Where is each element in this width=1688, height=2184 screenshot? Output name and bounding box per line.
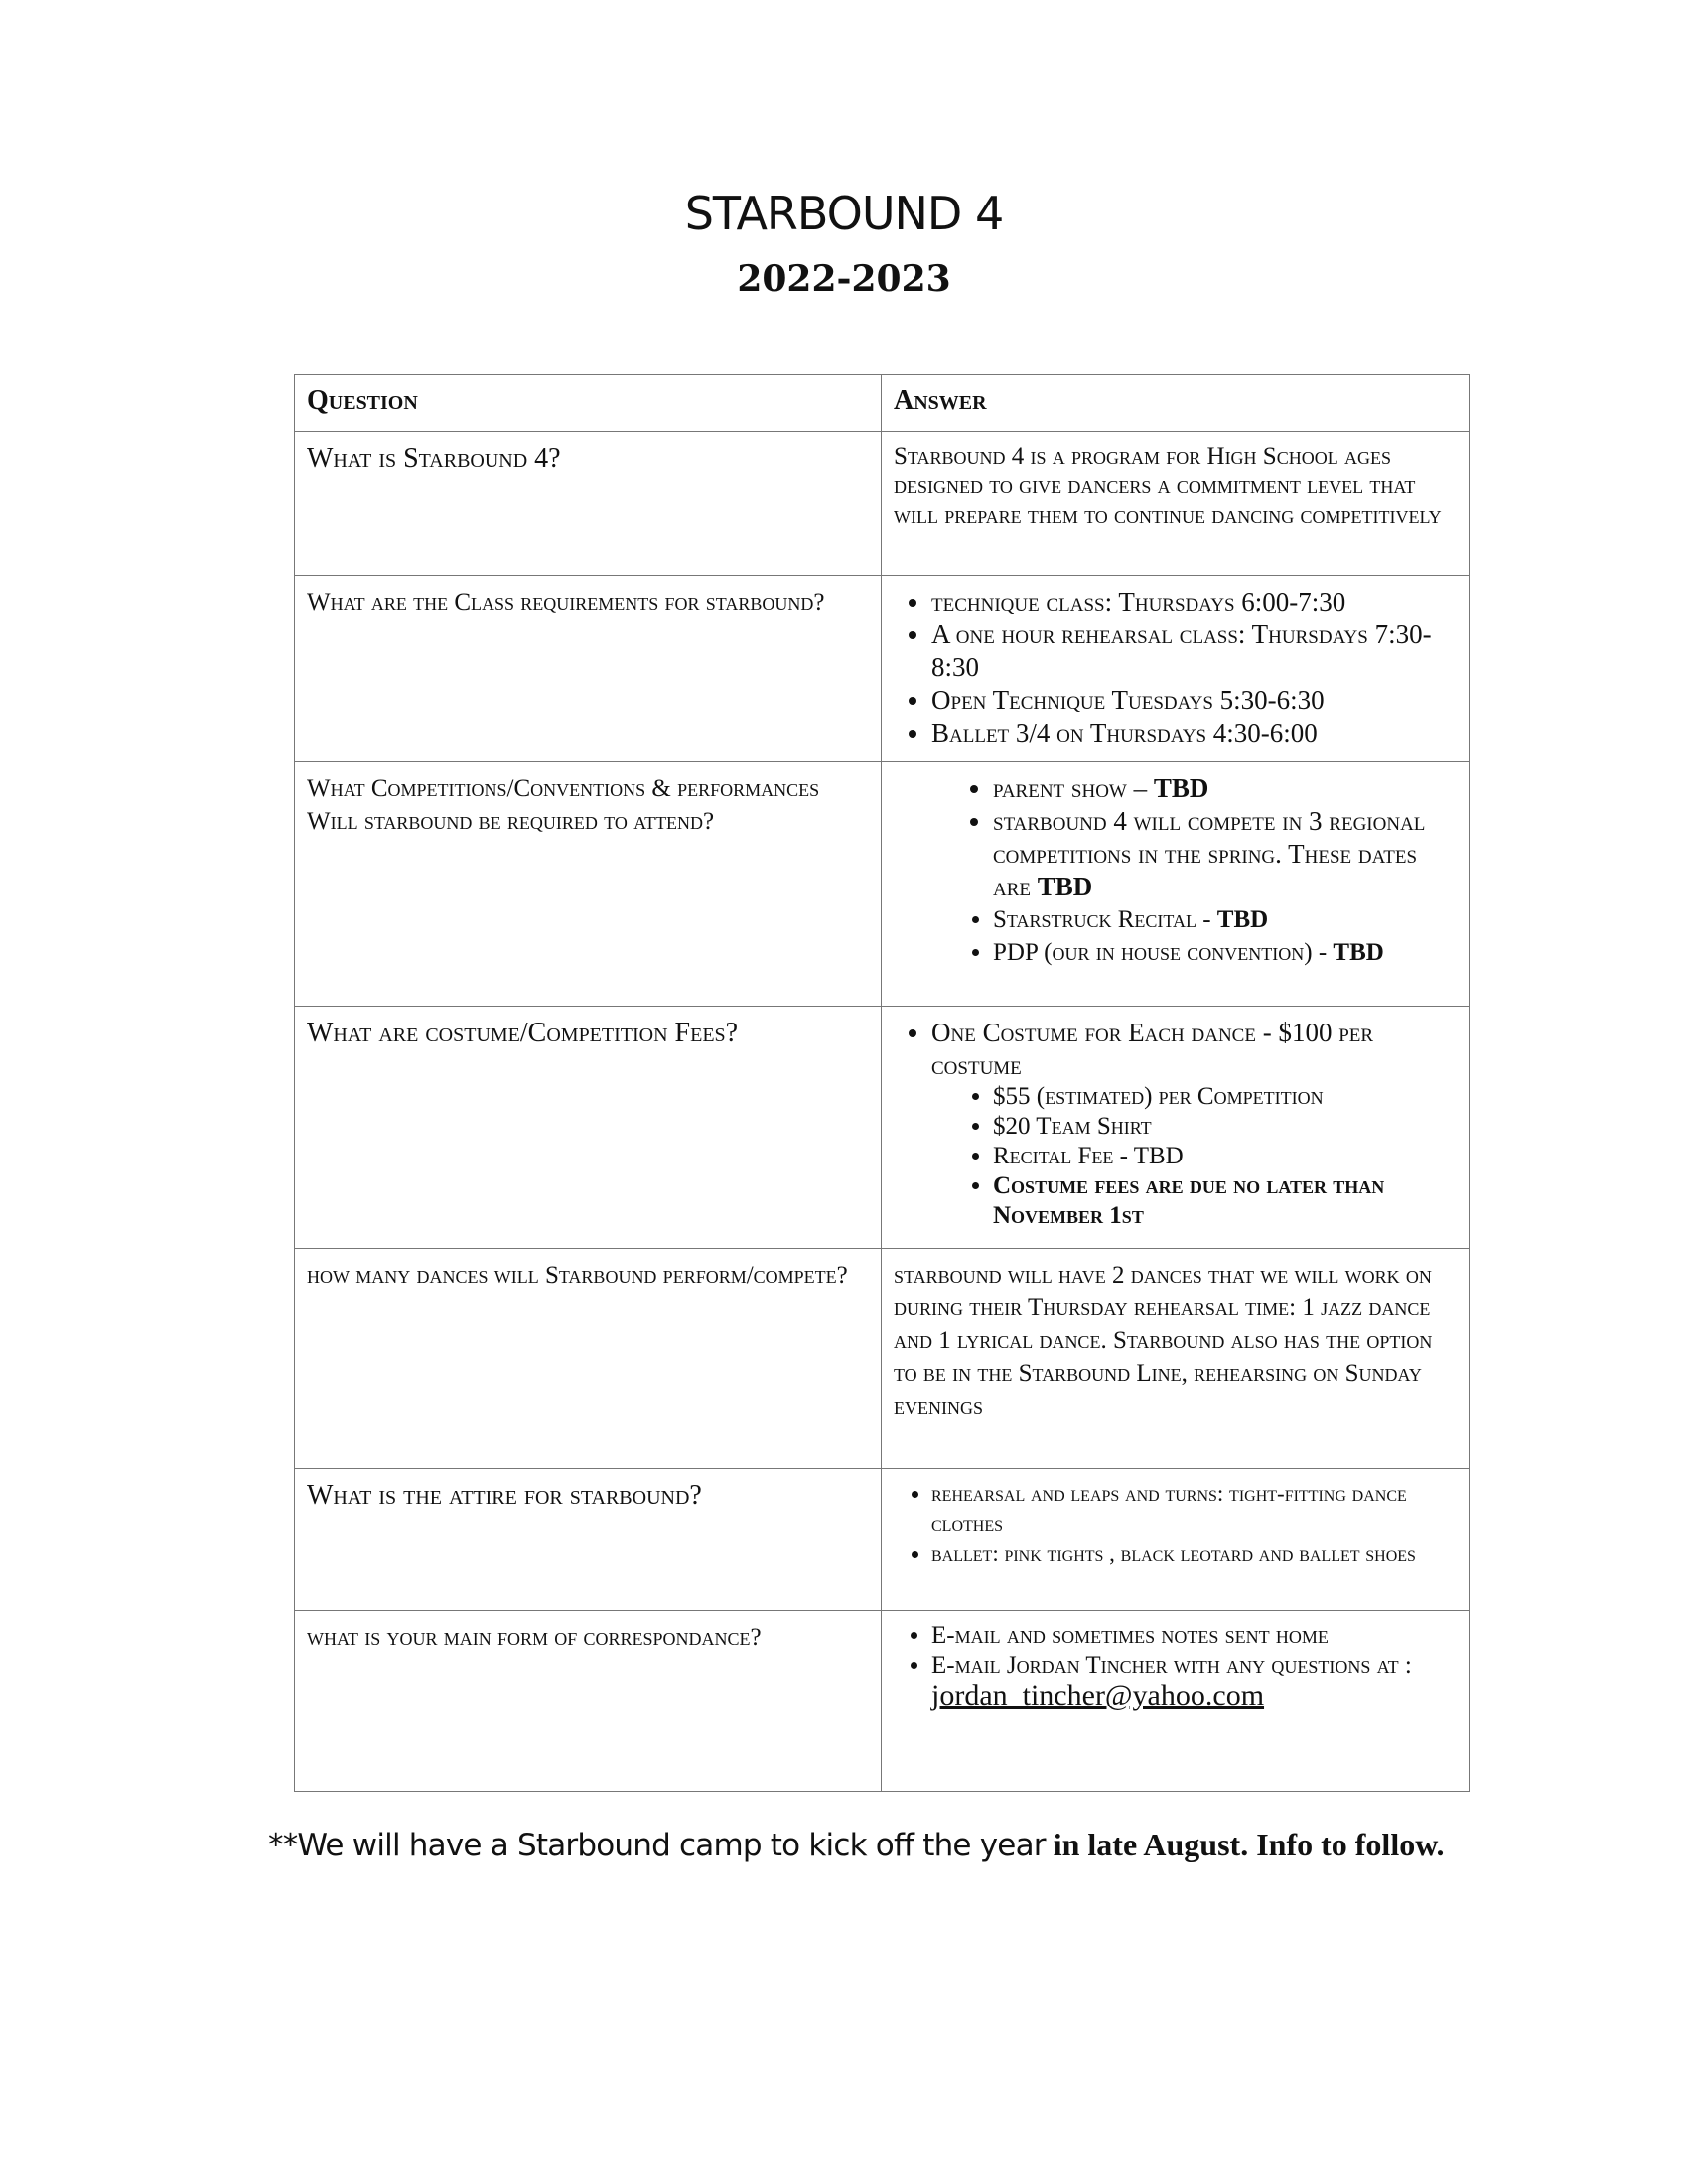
header-answer: Answer xyxy=(882,375,1470,432)
list-item: • Ballet 3/4 on Thursdays 4:30-6:00 xyxy=(931,717,1459,750)
question-cell: What are costume/Competition Fees? xyxy=(295,1007,882,1249)
answer-cell xyxy=(882,1007,1470,1249)
answer-cell xyxy=(882,1611,1470,1792)
fees-list xyxy=(894,1017,1459,1082)
answer-cell: Starbound 4 is a program for High School ages designed to give dancers a commitment level that will prepare them to continue dancing competitively xyxy=(882,432,1470,576)
header-question: Question xyxy=(295,375,882,432)
list-item: • rehearsal and leaps and turns: tight-fitting dance clothes xyxy=(931,1479,1459,1539)
document-title: STARBOUND 4 xyxy=(684,187,1004,240)
list-item: • E-mail Jordan Tincher with any questions at : jordan_tincher@yahoo.com xyxy=(931,1651,1459,1712)
question-cell: What is Starbound 4? xyxy=(295,432,882,576)
footer-note xyxy=(268,1827,1559,1863)
list-item: • E-mail and sometimes notes sent home xyxy=(931,1621,1459,1651)
question-cell: what is your main form of correspondance? xyxy=(295,1611,882,1792)
events-list xyxy=(894,772,1459,969)
faq-table xyxy=(294,374,1470,1792)
table-header-row xyxy=(295,375,1470,432)
list-item: • $20 Team Shirt xyxy=(993,1112,1459,1142)
list-item: • starbound 4 will compete in 3 regional competitions in the spring. These dates are TBD xyxy=(993,805,1459,903)
question-cell: What is the attire for starbound? xyxy=(295,1469,882,1611)
table-row xyxy=(295,576,1470,762)
list-item: • PDP (our in house convention) - TBD xyxy=(993,936,1459,969)
document-subtitle: 2022-2023 xyxy=(737,258,951,300)
answer-cell: starbound will have 2 dances that we will work on during their Thursday rehearsal time: 1 jazz dance and 1 lyrical dance. Starbound also has the option to be in the Starbound Line, rehearsing on Sunday evenings xyxy=(882,1249,1470,1469)
question-cell: how many dances will Starbound perform/compete? xyxy=(295,1249,882,1469)
fees-sublist xyxy=(894,1082,1459,1231)
table-row xyxy=(295,1469,1470,1611)
list-item: • Starstruck Recital - TBD xyxy=(993,903,1459,936)
table-row xyxy=(295,1249,1470,1469)
list-item: • Open Technique Tuesdays 5:30-6:30 xyxy=(931,684,1459,717)
list-item: • technique class: Thursdays 6:00-7:30 xyxy=(931,586,1459,618)
footer-note-part1: **We will have a Starbound camp to kick off the year xyxy=(268,1828,1046,1863)
list-item: • ballet: pink tights , black leotard and ballet shoes xyxy=(931,1539,1459,1569)
list-item: • One Costume for Each dance - $100 per costume xyxy=(931,1017,1459,1082)
list-item: • Costume fees are due no later than November 1st xyxy=(993,1171,1459,1231)
class-requirements-list xyxy=(894,586,1459,750)
email-link[interactable]: jordan_tincher@yahoo.com xyxy=(931,1679,1265,1711)
answer-cell xyxy=(882,762,1470,1007)
list-item: • Recital Fee - TBD xyxy=(993,1142,1459,1171)
footer-note-part2: in late August. Info to follow. xyxy=(1045,1827,1445,1862)
table-row xyxy=(295,432,1470,576)
table-row xyxy=(295,1611,1470,1792)
list-item: • A one hour rehearsal class: Thursdays 7:30-8:30 xyxy=(931,618,1459,684)
answer-cell xyxy=(882,1469,1470,1611)
table-row xyxy=(295,762,1470,1007)
list-item: • parent show – TBD xyxy=(993,772,1459,805)
correspondence-list xyxy=(894,1621,1459,1712)
question-cell: What Competitions/Conventions & performances Will starbound be required to attend? xyxy=(295,762,882,1007)
answer-cell xyxy=(882,576,1470,762)
list-item: • $55 (estimated) per Competition xyxy=(993,1082,1459,1112)
question-cell: What are the Class requirements for starbound? xyxy=(295,576,882,762)
attire-list xyxy=(894,1479,1459,1569)
table-row xyxy=(295,1007,1470,1249)
